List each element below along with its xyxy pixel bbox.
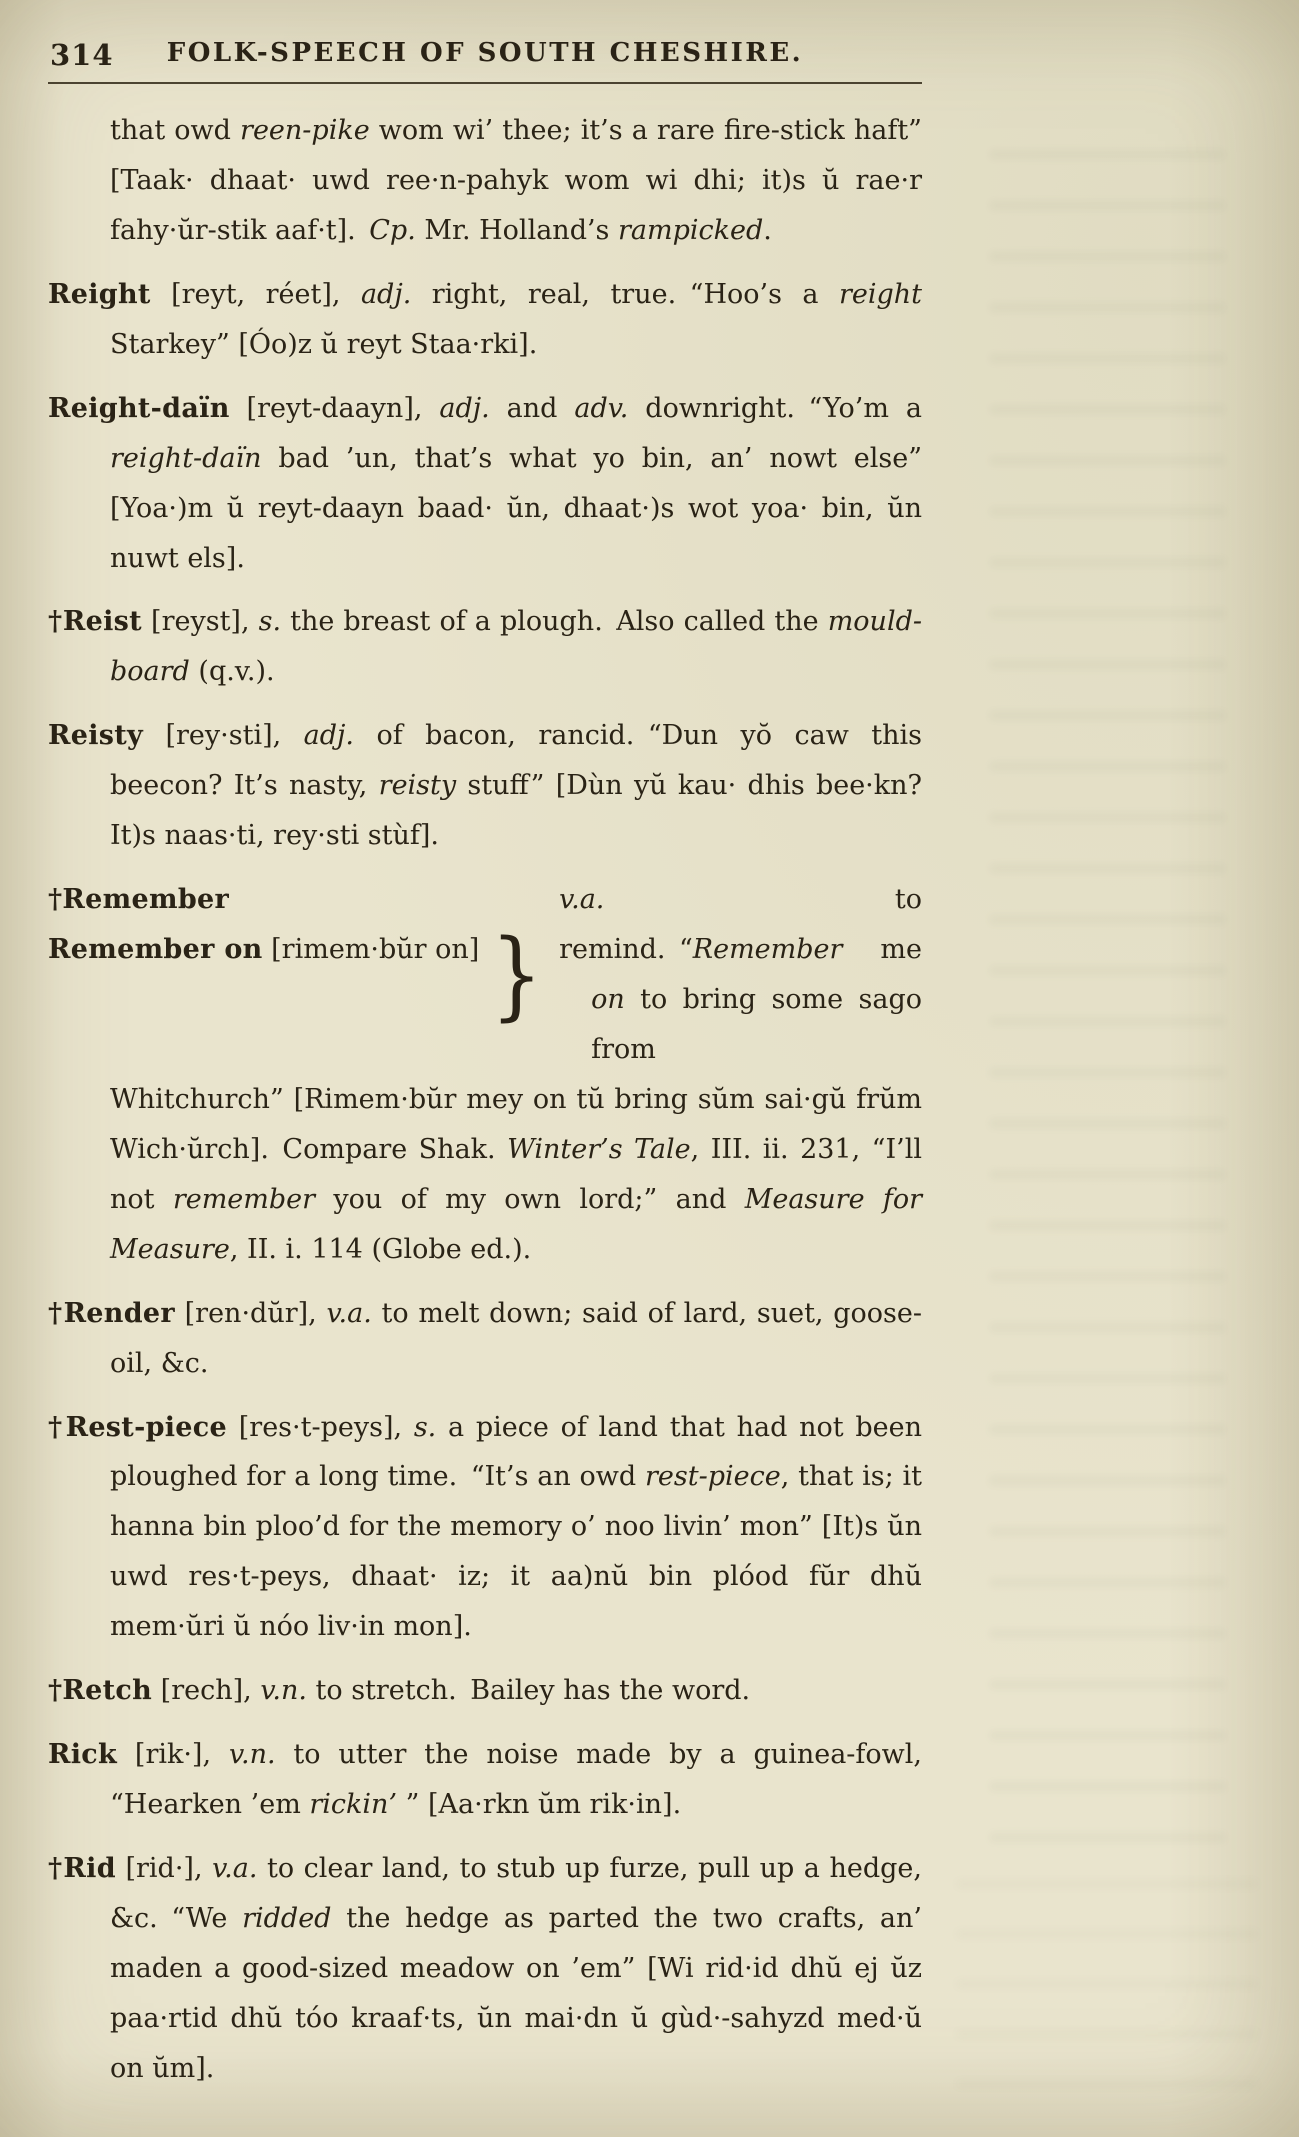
entry-render: †Render [ren·dŭr], v.a. to melt down; said of lard, suet, goose-oil, &c. [48, 1297, 922, 1379]
remember-continuation: Whitchurch” [Rimem·bŭr mey on tŭ bring sŭm sai·gŭ frŭm Wich·ŭrch]. Compare Shak. Winter’s Tale, III. ii. 231, “I’ll not remember you of my own lord;” and Measure for Measure, II. i. 114 (Globe ed.). [110, 1083, 923, 1265]
header-rule [48, 82, 922, 84]
remember-definition-line1: v.a. to remind. “Remember me [559, 884, 922, 966]
page-header [48, 34, 922, 84]
remember-headwords [48, 875, 486, 1075]
entry-reight: Reight [reyt, réet], adj. right, real, true. “Hoo’s a reight Starkey” [Óo)z ŭ reyt Staa·rki]. [48, 278, 922, 360]
remember-braced-row [48, 875, 922, 1075]
show-through-smudge [990, 150, 1225, 1870]
page-number: 314 [50, 38, 114, 72]
running-title: FOLK-SPEECH OF SOUTH CHESHIRE. [166, 38, 804, 68]
remember-headword-line2: Remember on [rimem·bŭr on] [48, 934, 480, 966]
remember-definition-line2: on to bring some sago from [591, 984, 922, 1065]
entry-reist: †Reist [reyst], s. the breast of a plough. Also called the mould-board (q.v.). [48, 606, 922, 688]
entry-rick: Rick [rik·], v.n. to utter the noise made by a guinea-fowl, “Hearken ’em rickin’ ” [Aa·rkn ŭm rik·in]. [48, 1739, 922, 1821]
brace-glyph: } [490, 919, 543, 1031]
entry-remember [48, 875, 922, 1275]
continuation-paragraph: that owd reen-pike wom wi’ thee; it’s a rare fire-stick haft” [Taak· dhaat· uwd ree·n-pahyk wom wi dhi; it)s ŭ rae·r fahy·ŭr-stik aaf·t]. Cp. Mr. Holland’s rampicked. [110, 115, 922, 246]
remember-headword-line1: †Remember [48, 884, 230, 916]
entry-reisty: Reisty [rey·sti], adj. of bacon, rancid. “Dun yŏ caw this beecon? It’s nasty, reisty stuff” [Dùn yŭ kau· dhis bee·kn? It)s naas·ti, rey·sti stùf]. [48, 720, 922, 852]
entry-reight-dain: Reight-daïn [reyt-daayn], adj. and adv. downright. “Yo’m a reight-daïn bad ’un, that’s what yo bin, an’ nowt else” [Yoa·)m ŭ reyt-daayn baad· ŭn, dhaat·)s wot yoa· bin, ŭn nuwt els]. [48, 392, 922, 574]
entry-retch: †Retch [rech], v.n. to stretch. Bailey has the word. [48, 1675, 751, 1707]
entry-rid: †Rid [rid·], v.a. to clear land, to stub up furze, pull up a hedge, &c. “We ridded the hedge as parted the two crafts, an’ maden a good-sized meadow on ’em” [Wi rid·id dhŭ ej ŭz paa·rtid dhŭ tóo kraaf·ts, ŭn mai·dn ŭ gùd·-sahyzd med·ŭ on ŭm]. [48, 1853, 922, 2084]
remember-definition [559, 875, 922, 1075]
glossary-text [48, 106, 922, 2094]
show-through-smudge [957, 1880, 1257, 2090]
entry-rest-piece: †Rest-piece [res·t-peys], s. a piece of land that had not been ploughed for a long time. “It’s an owd rest-piece, that is; it hanna bin ploo’d for the memory o’ noo livin’ mon” [It)s ŭn uwd res·t-peys, dhaat· iz; it aa)nŭ bin plóod fŭr dhŭ mem·ŭri ŭ nóo liv·in mon]. [48, 1411, 922, 1643]
